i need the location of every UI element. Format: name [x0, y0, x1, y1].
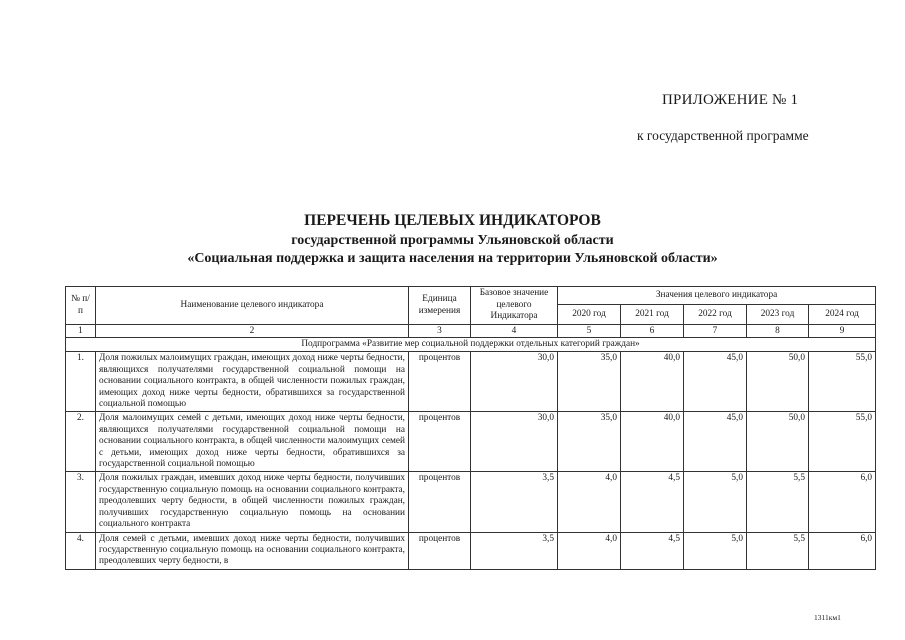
subprogram-title: Подпрограмма «Развитие мер социальной поддержки отдельных категорий граждан»: [66, 338, 876, 352]
row-value-2024: 55,0: [809, 352, 876, 412]
col-number: 4: [471, 325, 558, 338]
row-num: 2.: [66, 412, 96, 472]
table-row: [66, 352, 876, 412]
row-value-2022: 5,0: [684, 532, 747, 569]
col-header-year-2020: 2020 год: [558, 305, 621, 325]
row-value-2021: 4,5: [621, 532, 684, 569]
document-heading-line1: ПЕРЕЧЕНЬ ЦЕЛЕВЫХ ИНДИКАТОРОВ: [304, 212, 601, 229]
row-value-2023: 50,0: [747, 412, 809, 472]
col-number: 2: [96, 325, 409, 338]
col-header-base: Базовое значение целевого Индикатора: [471, 287, 558, 325]
document-heading-line3: «Социальная поддержка и защита населения на территории Ульяновской области»: [187, 251, 718, 266]
row-base-value: 30,0: [471, 352, 558, 412]
col-header-year-2022: 2022 год: [684, 305, 747, 325]
row-value-2023: 5,5: [747, 532, 809, 569]
col-header-num: № п/п: [66, 287, 96, 325]
row-value-2023: 5,5: [747, 472, 809, 532]
row-value-2024: 6,0: [809, 472, 876, 532]
row-value-2020: 35,0: [558, 352, 621, 412]
col-number: 5: [558, 325, 621, 338]
row-base-value: 3,5: [471, 472, 558, 532]
col-header-name: Наименование целевого индикатора: [96, 287, 409, 325]
row-value-2021: 40,0: [621, 412, 684, 472]
col-number: 7: [684, 325, 747, 338]
col-number: 1: [66, 325, 96, 338]
row-indicator-name: Доля малоимущих семей с детьми, имеющих доход ниже черты бедности, являющихся получателями государственной социальной помощи на основании социального контракта, в общей численности малоимущих семей с детьми, имеющих доход ниже черты бедности, обратившихся за государственной социальной помощью: [96, 412, 409, 472]
col-header-year-2023: 2023 год: [747, 305, 809, 325]
row-unit: процентов: [409, 352, 471, 412]
table-row: [66, 532, 876, 569]
column-numbers-row: [66, 325, 876, 338]
row-base-value: 3,5: [471, 532, 558, 569]
row-num: 3.: [66, 472, 96, 532]
row-indicator-name: Доля пожилых малоимущих граждан, имеющих доход ниже черты бедности, являющихся получателями государственной социальной помощи на основании социального контракта, в общей численности пожилых граждан, имеющих доход ниже черты бедности, обратившихся за государственной социальной помощью: [96, 352, 409, 412]
row-value-2020: 4,0: [558, 532, 621, 569]
col-number: 3: [409, 325, 471, 338]
row-value-2020: 35,0: [558, 412, 621, 472]
row-num: 1.: [66, 352, 96, 412]
row-value-2024: 55,0: [809, 412, 876, 472]
document-heading-line2: государственной программы Ульяновской области: [291, 233, 614, 248]
table-header-row: [66, 287, 876, 305]
row-value-2023: 50,0: [747, 352, 809, 412]
row-base-value: 30,0: [471, 412, 558, 472]
row-value-2022: 45,0: [684, 412, 747, 472]
indicators-table: [65, 286, 876, 570]
row-indicator-name: Доля семей с детьми, имевших доход ниже черты бедности, получивших государственную социальную помощь на основании социального контракта, преодолевших черту бедности, в: [96, 532, 409, 569]
col-header-year-2021: 2021 год: [621, 305, 684, 325]
footer-code: 1311км1: [814, 613, 841, 622]
subprogram-row: [66, 338, 876, 352]
row-indicator-name: Доля пожилых граждан, имевших доход ниже черты бедности, получивших государственную социальную помощь на основании социального контракта, преодолевших черту бедности, в общей численности пожилых граждан, получивших государственную социальную помощь на основании социального контракта: [96, 472, 409, 532]
row-unit: процентов: [409, 532, 471, 569]
row-value-2024: 6,0: [809, 532, 876, 569]
appendix-title: ПРИЛОЖЕНИЕ № 1: [662, 92, 799, 108]
col-header-unit: Единица измерения: [409, 287, 471, 325]
col-number: 8: [747, 325, 809, 338]
row-unit: процентов: [409, 412, 471, 472]
col-header-values-group: Значения целевого индикатора: [558, 287, 876, 305]
row-unit: процентов: [409, 472, 471, 532]
col-header-year-2024: 2024 год: [809, 305, 876, 325]
row-value-2022: 5,0: [684, 472, 747, 532]
appendix-subtitle: к государственной программе: [637, 128, 809, 143]
table-row: [66, 412, 876, 472]
row-num: 4.: [66, 532, 96, 569]
row-value-2022: 45,0: [684, 352, 747, 412]
row-value-2021: 40,0: [621, 352, 684, 412]
table-row: [66, 472, 876, 532]
col-number: 6: [621, 325, 684, 338]
col-number: 9: [809, 325, 876, 338]
row-value-2020: 4,0: [558, 472, 621, 532]
row-value-2021: 4,5: [621, 472, 684, 532]
